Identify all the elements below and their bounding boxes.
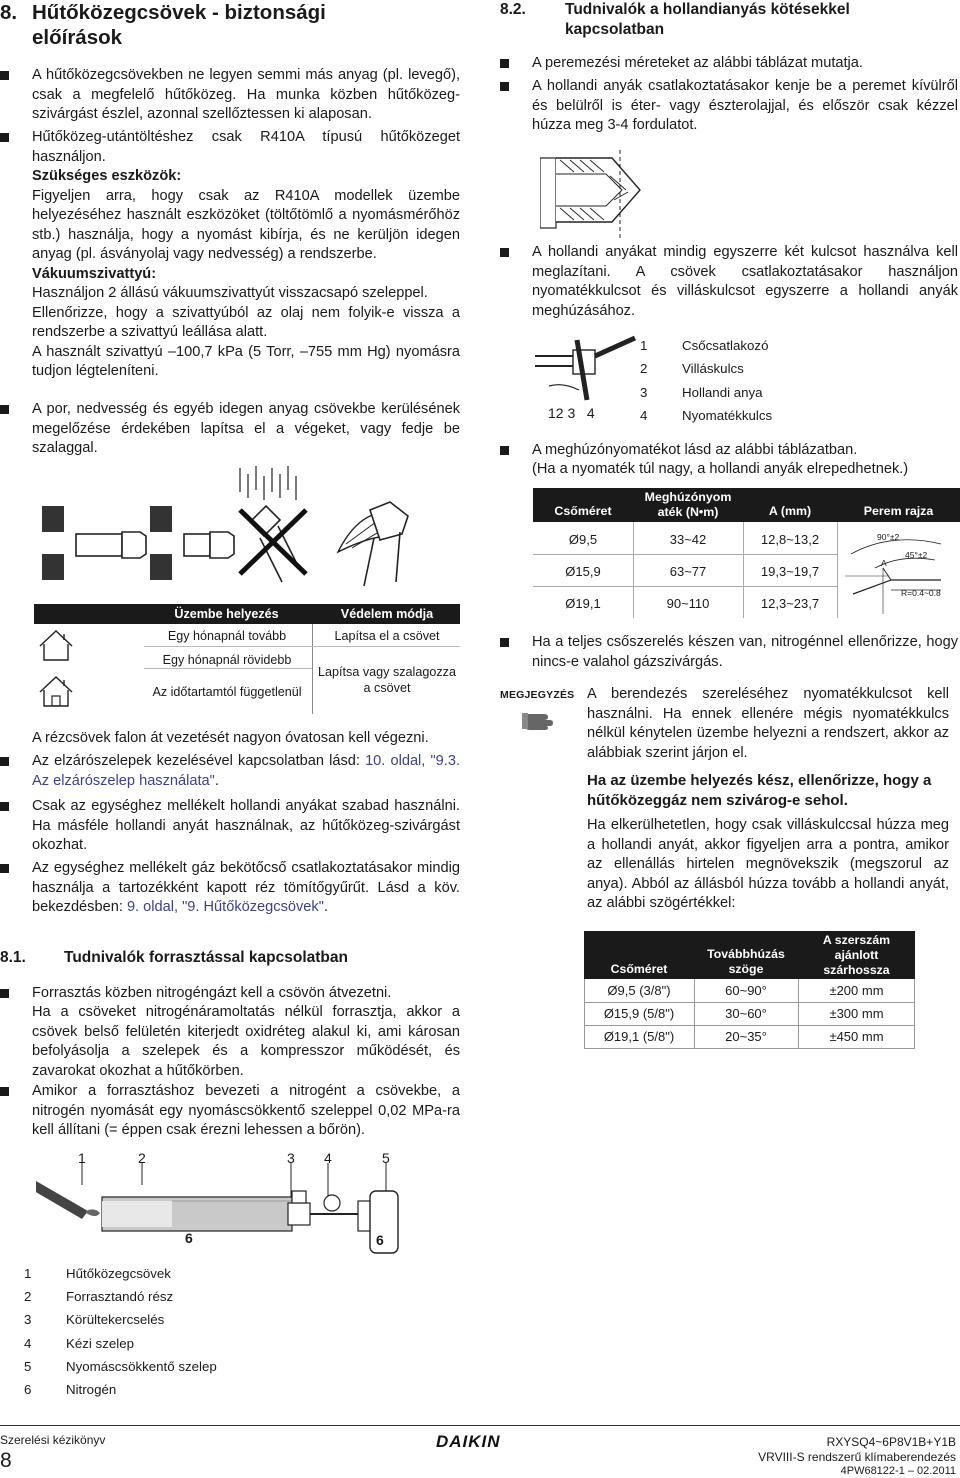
table-cell: Ø9,5 (3/8") bbox=[607, 983, 671, 998]
bullet-item: A hollandi anyákat mindig egyszerre két kulcsot használva kell meglazítani. A csövek csatlakoztatásakor használjon nyomatékkulcsot és villáskulcsot egyszerre a hollandi anyák meghúzásához. bbox=[500, 243, 958, 321]
outdoor-house-icon bbox=[36, 628, 76, 662]
bullet-icon bbox=[0, 133, 9, 142]
table-cell: Lapítsa el a csövet bbox=[334, 629, 440, 643]
bullet-icon bbox=[0, 71, 9, 80]
section-8-title-line1: Hűtőközegcsövek - biztonsági bbox=[32, 1, 326, 24]
wrench-legend: 1 Csőcsatlakozó 2 Villáskulcs 3 Hollandi anya 4 Nyomatékkulcs bbox=[640, 338, 773, 423]
wall-block bbox=[42, 506, 64, 532]
figure-number: 5 bbox=[382, 1150, 390, 1166]
footer-rule bbox=[0, 1425, 960, 1426]
section-81-title: Tudnivalók forrasztással kapcsolatban bbox=[64, 949, 348, 966]
tools-heading: Szükséges eszközök: bbox=[32, 168, 182, 184]
section-8-title-line2: előírások bbox=[32, 26, 123, 49]
flare-label: R=0.4~0.8 bbox=[901, 588, 941, 598]
table-cell: ±300 mm bbox=[829, 1006, 884, 1021]
pipe-end-icon bbox=[76, 532, 146, 558]
rain-icon bbox=[240, 466, 296, 500]
table-cell: Az időtartamtól függetlenül bbox=[152, 685, 302, 699]
table-header: Csőméret bbox=[610, 962, 668, 976]
torch-icon bbox=[36, 1181, 100, 1219]
table-cell: ±200 mm bbox=[829, 983, 884, 998]
table-cell: Ø9,5 bbox=[568, 532, 598, 547]
footer-system: VRVIII-S rendszerű klímaberendezés bbox=[758, 1450, 956, 1464]
table-cell: Egy hónapnál rövidebb bbox=[162, 653, 292, 667]
flare-oil-illustration bbox=[540, 150, 660, 240]
tools-text: Figyeljen arra, hogy csak az R410A modellek üzembe helyezéséhez használt eszközöket (töltőtömlő a nyomásmérőhöz stb.) használja, hogy a nyomást kibírja, és ne kerüljön idegen anyag (pl. ásványolaj vagy nedvesség) a rendszerbe. bbox=[32, 187, 460, 262]
daikin-logo: DAIKIN bbox=[436, 1432, 501, 1451]
bullet-icon bbox=[0, 757, 9, 766]
table-cell: 12,3~23,7 bbox=[760, 596, 820, 611]
bullet-item: A hollandi anyák csatlakoztatásakor kenje be a peremet kívülről és belülről is éter- vagy észterolajjal, és először csak kézzel húzza meg 3-4 fordulatot. bbox=[500, 77, 958, 136]
note-label: MEGJEGYZÉS bbox=[500, 689, 575, 701]
note-text-2: Ha az üzembe helyezés kész, ellenőrizze, hogy a hűtőközeggáz nem szivárog-e sehol. bbox=[587, 772, 932, 809]
note-text-1: A berendezés szereléséhez nyomatékkulcsot kell használni. Ha ennek ellenére mégis nyomatékkulcs nélkül kénytelen üzembe helyezni a rendszert, akkor az alábbiak szerint járjon el. bbox=[587, 686, 949, 761]
bullet-item: Csak az egységhez mellékelt hollandi anyákat szabad használni. Ha másféle hollandi anyát használnak, az hűtőközeg-szivárgást okozhat. bbox=[0, 797, 460, 856]
section-82-title-line1: Tudnivalók a hollandianyás kötésekkel bbox=[565, 1, 850, 18]
figure-number: 1 bbox=[78, 1150, 86, 1166]
bullet-item: A peremezési méreteket az alábbi táblázat mutatja. bbox=[500, 54, 958, 74]
bullet-icon bbox=[0, 1087, 9, 1096]
bullet-item: Az egységhez mellékelt gáz bekötőcső csatlakoztatásakor mindig használja a tartozékként kapott réz tömítőgyűrűt. Lásd a köv. bekezdésben: 9. oldal, "9. Hűtőközegcsövek". bbox=[0, 859, 460, 918]
flare-label: 90°±2 bbox=[877, 532, 900, 542]
pressure-reducing-valve-icon bbox=[310, 1195, 374, 1231]
bullet-icon bbox=[0, 989, 9, 998]
pipe-end-icon bbox=[184, 532, 234, 558]
taped-pipe-icon bbox=[338, 502, 408, 586]
flare-drawing bbox=[841, 524, 959, 618]
brazing-legend: 1 Hűtőközegcsövek 2 Forrasztandó rész 3 Körültekercselés 4 Kézi szelep 5 Nyomáscsökkentő szelep 6 Nitrogén bbox=[24, 1266, 217, 1397]
figure-number: 3 bbox=[287, 1150, 295, 1166]
bullet-icon bbox=[500, 638, 509, 647]
figure-number: 6 bbox=[376, 1232, 384, 1248]
table-header: Továbbhúzás szöge bbox=[707, 947, 785, 976]
table-cell: Lapítsa vagy szalagozza a csövet bbox=[318, 665, 456, 695]
table-cell: 90~110 bbox=[666, 596, 710, 611]
vacuum-text-1: Használjon 2 állású vákuumszivattyút visszacsapó szeleppel. bbox=[32, 285, 428, 301]
table-header: A szerszám ajánlott szárhossza bbox=[822, 933, 891, 977]
vacuum-text-3: A használt szivattyú –100,7 kPa (5 Torr, –755 mm Hg) nyomásra tudjon légteleníteni. bbox=[32, 343, 460, 379]
bullet-item: A por, nedvesség és egyéb idegen anyag csövekbe kerülésének megelőzése érdekében lapítsa el a végeket, vagy fedje be szalaggal. bbox=[0, 400, 460, 459]
table-header: Csőméret bbox=[554, 504, 612, 518]
table-cell: 12,8~13,2 bbox=[760, 532, 820, 547]
bullet-item: Az elzárószelepek kezelésével kapcsolatban lásd: 10. oldal, "9.3. Az elzárószelep használata". bbox=[0, 752, 460, 791]
section-82-title-line2: kapcsolatban bbox=[565, 21, 665, 38]
indoor-house-icon bbox=[36, 674, 76, 710]
table-header-installation: Üzembe helyezés bbox=[174, 607, 279, 621]
wrench-illustration bbox=[535, 330, 645, 410]
bullet-item: Ha a teljes csőszerelés készen van, nitrogénnel ellenőrizze, hogy nincs-e valahol gázszivárgás. bbox=[500, 633, 958, 672]
table-cell: 33~42 bbox=[669, 532, 707, 547]
wrench-figure-numbers: 12 3 4 bbox=[548, 405, 595, 421]
flare-label: 45°±2 bbox=[905, 550, 928, 560]
brazing-text: Ha a csöveket nitrogénáramoltatás nélkül forrasztja, akkor a csövek belső felületén kiterjedt oxidréteg alakul ki, ami károsan befolyásolja a szelepek és a kompresszor működését, és zavarokat okozhat a hűtőkörben. bbox=[32, 1004, 460, 1079]
bullet-icon bbox=[500, 248, 509, 257]
table-cell: Egy hónapnál tovább bbox=[167, 629, 287, 643]
wall-block bbox=[42, 554, 64, 580]
footer-doc-number: 4PW68122-1 – 02.2011 bbox=[840, 1465, 956, 1477]
table-cell: Ø15,9 (5/8") bbox=[603, 1006, 675, 1021]
bullet-icon bbox=[500, 82, 509, 91]
torque-warning: (Ha a nyomaték túl nagy, a hollandi anyák elrepedhetnek.) bbox=[532, 461, 909, 477]
table-cell: 60~90° bbox=[725, 983, 767, 998]
table-header: Perem rajza bbox=[863, 504, 934, 518]
bullet-icon bbox=[0, 864, 9, 873]
table-header: Meghúzónyom aték (N•m) bbox=[644, 490, 732, 519]
page-link[interactable]: 10. oldal, "9.3. Az elzárószelep használata" bbox=[32, 753, 460, 789]
bullet-item: Amikor a forrasztáshoz bevezeti a nitrogént a csövekbe, a nitrogén nyomását egy nyomáscsökkentő szeleppel 0,02 MPa-ra kell állítani (= éppen csak érezni lehessen a bőrön). bbox=[0, 1082, 460, 1141]
installation-table bbox=[34, 604, 460, 714]
copper-pipe-note: A rézcsövek falon át vezetését nagyon óvatosan kell végezni. bbox=[32, 730, 429, 746]
table-cell: Ø19,1 (5/8") bbox=[603, 1029, 675, 1044]
bullet-icon bbox=[500, 59, 509, 68]
section-8-number: 8. bbox=[0, 1, 18, 24]
vacuum-text-2: Ellenőrizze, hogy a szivattyúból az olaj nem folyik-e vissza a rendszerbe a szivattyú leállása alatt. bbox=[32, 304, 460, 340]
torque-table bbox=[533, 488, 960, 618]
bullet-icon bbox=[0, 802, 9, 811]
callout-lines bbox=[82, 1163, 386, 1199]
pipe-protection-illustration bbox=[38, 462, 458, 587]
table-cell: Ø19,1 bbox=[565, 596, 601, 611]
bullet-icon bbox=[500, 446, 509, 455]
section-81-number: 8.1. bbox=[0, 949, 26, 966]
table-cell: 19,3~19,7 bbox=[760, 564, 820, 579]
figure-number: 6 bbox=[185, 1230, 193, 1246]
table-header: A (mm) bbox=[768, 504, 812, 518]
tightening-angle-table bbox=[584, 931, 915, 1049]
vacuum-heading: Vákuumszivattyú: bbox=[32, 265, 157, 282]
note-text-3: Ha elkerülhetetlen, hogy csak villáskulccsal húzza meg a hollandi anyát, akkor figyeljen arra a pontra, amikor az ellenállás hirtelen megnövekszik (megszorul az anya). Abból az állásból húzza tovább a hollandi anyát, az alábbi szögértékkel: bbox=[587, 817, 949, 911]
hand-pointing-icon bbox=[522, 706, 558, 730]
nitrogen-cylinder-icon bbox=[370, 1191, 398, 1253]
bullet-item: A meghúzónyomatékot lásd az alábbi táblázatban. bbox=[500, 441, 958, 461]
table-cell: 20~35° bbox=[725, 1029, 767, 1044]
section-82-number: 8.2. bbox=[500, 1, 526, 18]
table-cell: 30~60° bbox=[725, 1006, 767, 1021]
pipe-section bbox=[102, 1197, 292, 1231]
footer-model: RXYSQ4~6P8V1B+Y1B bbox=[826, 1435, 956, 1449]
bullet-item: Hűtőközeg-utántöltéshez csak R410A típusú hűtőközeget használjon. bbox=[0, 128, 460, 167]
tools-block bbox=[32, 167, 460, 382]
brazing-figure bbox=[36, 1145, 436, 1255]
table-header-protection: Védelem módja bbox=[340, 607, 434, 621]
figure-number: 2 bbox=[138, 1150, 146, 1166]
bullet-item: A hűtőközegcsövekben ne legyen semmi más anyag (pl. levegő), csak a megfelelő hűtőközeg. Ha munka közben hűtőközeg-szivárgást észlel, azonnal szellőztessen ki alaposan. bbox=[0, 66, 460, 125]
footer-manual-title: Szerelési kézikönyv bbox=[0, 1433, 106, 1447]
bullet-icon bbox=[0, 405, 9, 414]
table-cell: Ø15,9 bbox=[565, 564, 601, 579]
page-link[interactable]: 9. oldal, "9. Hűtőközegcsövek" bbox=[126, 899, 324, 915]
bullet-item: Forrasztás közben nitrogéngázt kell a csövön átvezetni. bbox=[0, 984, 460, 1004]
table-cell: 63~77 bbox=[669, 564, 707, 579]
footer-page-number: 8 bbox=[0, 1449, 12, 1472]
table-cell: ±450 mm bbox=[829, 1029, 884, 1044]
figure-number: 4 bbox=[324, 1150, 332, 1166]
flare-label: A bbox=[881, 558, 887, 568]
